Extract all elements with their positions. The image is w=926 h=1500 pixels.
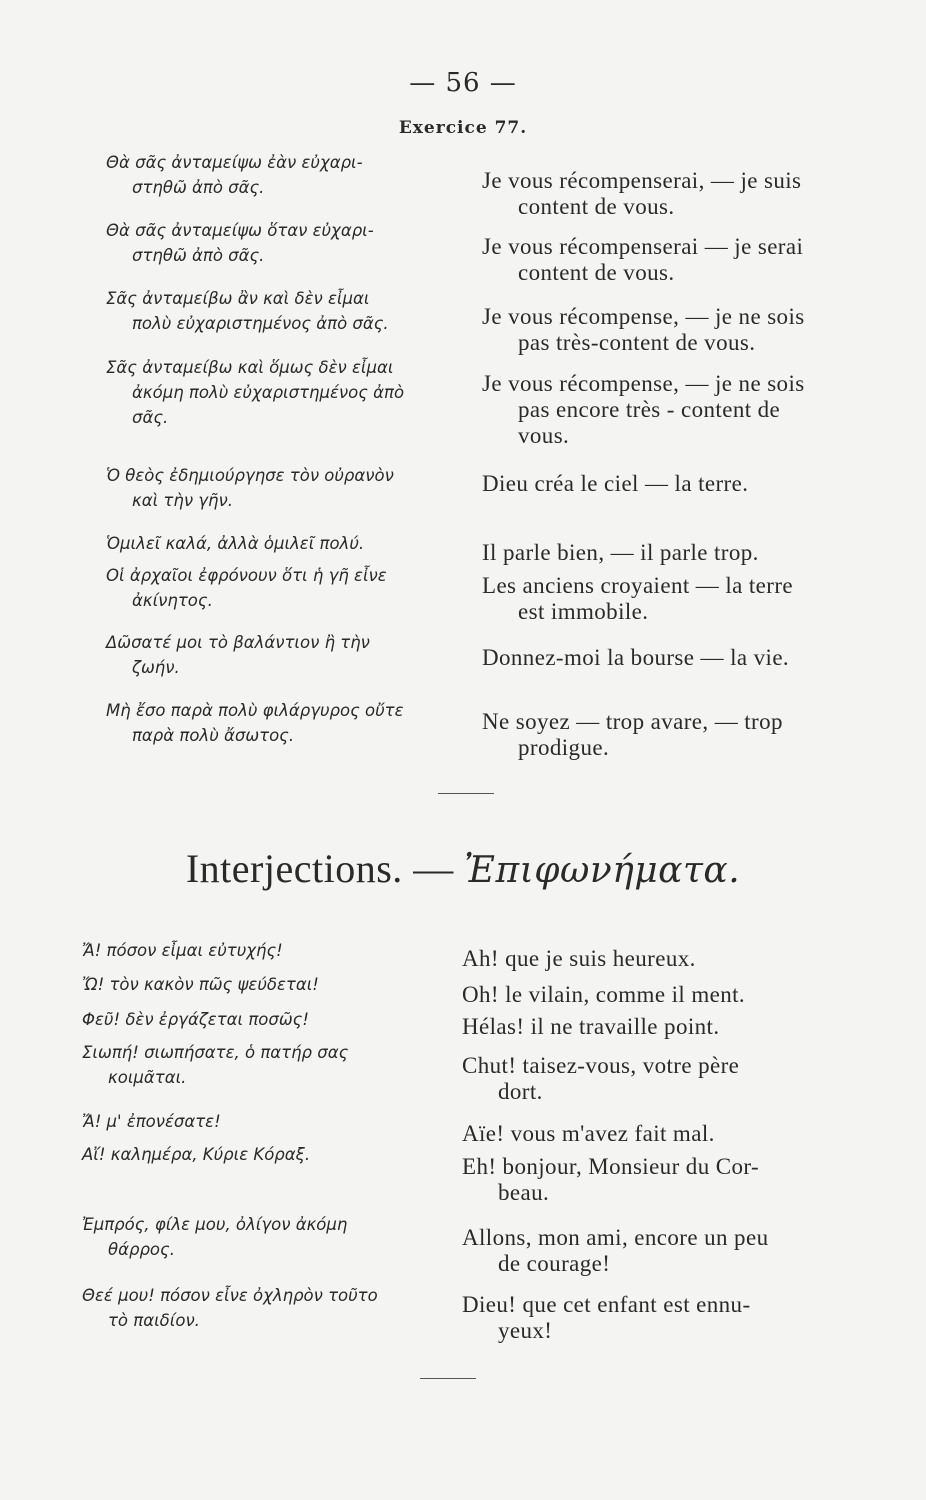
greek-sentence: Οἱ ἀρχαῖοι ἐφρόνουν ὅτι ἡ γῆ εἶνε ἀκίνητος. (106, 566, 387, 610)
french-interjection: Eh! bonjour, Monsieur du Cor- beau. (462, 1154, 760, 1205)
heading-greek: Ἐπιφωνήματα. (464, 850, 741, 891)
greek-sentence: Σᾶς ἀνταμείβω ἂν καὶ δὲν εἶμαι πολὺ εὐχαριστημένος ἀπὸ σᾶς. (106, 289, 389, 333)
greek-interjection: Θεέ μου! πόσον εἶνε ὀχληρὸν τοῦτο τὸ παιδίον. (82, 1286, 378, 1330)
greek-interjection: Σιωπή! σιωπήσατε, ὁ πατήρ σας κοιμᾶται. (82, 1043, 349, 1087)
french-translation: Ne soyez — trop avare, — trop prodigue. (482, 709, 783, 760)
greek-sentence: Θὰ σᾶς ἀνταμείψω ἐὰν εὐχαρι- στηθῶ ἀπὸ σᾶς. (106, 153, 363, 197)
greek-sentence: Μὴ ἔσο παρὰ πολὺ φιλάργυρος οὔτε παρὰ πολὺ ἄσωτος. (106, 701, 404, 745)
french-translation: Les anciens croyaient — la terre est immobile. (482, 573, 794, 624)
greek-interjection: Αἴ! καλημέρα, Κύριε Κόραξ. (82, 1145, 311, 1164)
greek-sentence: Ὁ θεὸς ἐδημιούργησε τὸν οὐρανὸν καὶ τὴν γῆν. (106, 466, 394, 510)
greek-sentence: Ὁμιλεῖ καλά, ἀλλὰ ὁμιλεῖ πολύ. (106, 534, 365, 553)
french-interjection: Aïe! vous m'avez fait mal. (462, 1121, 715, 1146)
greek-interjection: Ἄ! μ' ἐπονέσατε! (82, 1112, 221, 1131)
page-number: — 56 — (409, 68, 517, 98)
exercise-title: Exercice 77. (398, 118, 528, 138)
french-interjection: Hélas! il ne travaille point. (462, 1014, 720, 1039)
french-translation: Il parle bien, — il parle trop. (482, 540, 759, 565)
french-translation: Dieu créa le ciel — la terre. (482, 471, 749, 496)
french-interjection: Chut! taisez-vous, votre père dort. (462, 1053, 740, 1104)
french-translation: Je vous récompenserai, — je suis content de vous. (482, 168, 802, 219)
greek-sentence: Σᾶς ἀνταμείβω καὶ ὅμως δὲν εἶμαι ἀκόμη πολὺ εὐχαριστημένος ἀπὸ σᾶς. (106, 358, 405, 427)
greek-sentence: Θὰ σᾶς ἀνταμείψω ὅταν εὐχαρι- στηθῶ ἀπὸ σᾶς. (106, 221, 374, 265)
french-interjection: Ah! que je suis heureux. (462, 946, 696, 971)
french-translation: Je vous récompense, — je ne sois pas encore très - content de vous. (482, 371, 805, 448)
greek-interjection: Φεῦ! δὲν ἐργάζεται ποσῶς! (82, 1010, 309, 1029)
section-divider (420, 1378, 476, 1379)
french-translation: Donnez-moi la bourse — la vie. (482, 645, 790, 670)
section-divider (438, 793, 494, 794)
greek-interjection: Ἄ! πόσον εἶμαι εὐτυχής! (82, 941, 283, 960)
greek-interjection: Ὤ! τὸν κακὸν πῶς ψεύδεται! (82, 975, 319, 994)
greek-interjection: Ἐμπρός, φίλε μου, ὀλίγον ἀκόμη θάρρος. (82, 1215, 348, 1259)
section-heading (0, 845, 926, 892)
french-translation: Je vous récompenserai — je serai content de vous. (482, 234, 804, 285)
greek-sentence: Δῶσατέ μοι τὸ βαλάντιον ἢ τὴν ζωήν. (106, 633, 370, 677)
heading-french: Interjections. — (185, 846, 454, 891)
french-translation: Je vous récompense, — je ne sois pas très-content de vous. (482, 304, 805, 355)
french-interjection: Allons, mon ami, encore un peu de courage! (462, 1225, 769, 1276)
french-interjection: Oh! le vilain, comme il ment. (462, 982, 746, 1007)
french-interjection: Dieu! que cet enfant est ennu- yeux! (462, 1292, 751, 1343)
